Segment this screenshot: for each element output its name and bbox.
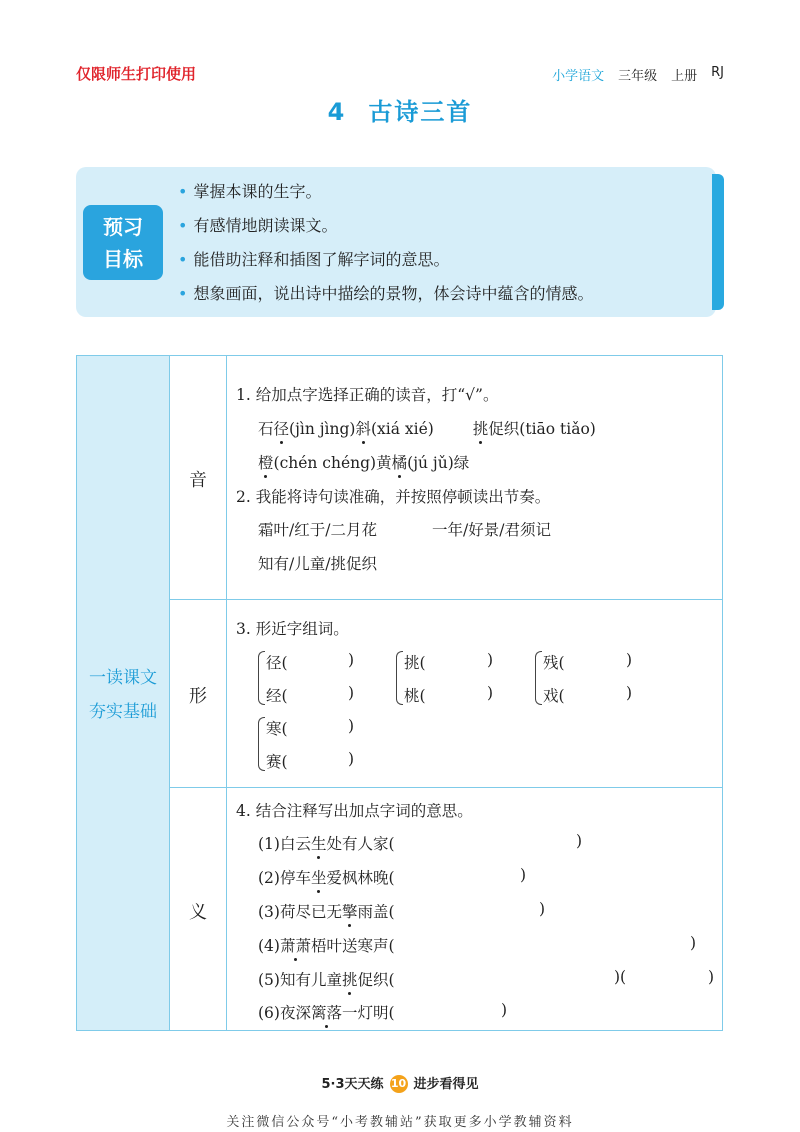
- question-3-prompt: 3. 形近字组词。: [236, 620, 349, 638]
- dotted-char: 挑: [472, 420, 489, 438]
- dotted-char: 萧萧: [279, 937, 311, 955]
- word-group-item: 赛(: [266, 753, 288, 771]
- answer-close: )(: [614, 968, 627, 986]
- series-slogan: 进步看得见: [413, 1077, 479, 1092]
- section-label-line1: 一读课文: [89, 668, 157, 688]
- poem-line: 霜叶/红于/二月花: [258, 521, 377, 539]
- print-notice: 仅限师生打印使用: [76, 65, 197, 83]
- word-group-close: ): [487, 651, 494, 669]
- answer-close: ): [708, 968, 715, 986]
- goal-list: [178, 182, 593, 318]
- word-group-item: 挑(: [404, 654, 426, 672]
- question-1-line1: 石径(jìn jìng)斜(xiá xié) 挑促织(tiāo tiǎo): [258, 420, 596, 438]
- answer-close: ): [539, 900, 546, 918]
- answer-close: ): [576, 832, 583, 850]
- badge-line1: 预习: [103, 215, 143, 239]
- word-group-item: 寒(: [266, 720, 288, 738]
- bullet-icon: •: [178, 216, 188, 235]
- word-group-item: 经(: [266, 687, 288, 705]
- dotted-char: 篱落: [310, 1004, 342, 1022]
- row-label-sound: 音: [189, 470, 207, 491]
- dotted-char: 橙: [258, 454, 274, 472]
- answer-close: ): [501, 1001, 508, 1019]
- dotted-char: 橘: [391, 454, 408, 472]
- word-group-item: 残(: [543, 654, 565, 672]
- edition-label: RJ: [711, 65, 724, 80]
- bullet-icon: •: [178, 284, 188, 303]
- word-group-close: ): [348, 750, 355, 768]
- table-divider: [226, 356, 227, 1030]
- goal-item: • 想象画面，说出诗中描绘的景物，体会诗中蕴含的情感。: [178, 284, 594, 303]
- meaning-item: (3)荷尽已无擎雨盖(: [258, 903, 395, 921]
- meaning-item: (5)知有儿童挑促织(: [258, 971, 395, 989]
- book-info: [552, 65, 724, 84]
- word-group-item: 径(: [266, 654, 288, 672]
- badge-line2: 目标: [103, 247, 143, 271]
- dotted-char: 生: [310, 835, 327, 853]
- dotted-char: 擎: [341, 903, 358, 921]
- lesson-title-text: 古诗三首: [368, 98, 473, 126]
- brace: [258, 717, 265, 771]
- preview-goals-badge: [83, 205, 163, 280]
- section-label: [77, 661, 169, 729]
- goal-item: • 有感情地朗读课文。: [178, 216, 338, 235]
- word-group-close: ): [626, 651, 633, 669]
- word-group-close: ): [626, 684, 633, 702]
- meaning-item: (2)停车坐爱枫林晚(: [258, 869, 395, 887]
- row-label-meaning: 义: [189, 902, 207, 923]
- question-1-prompt: 1. 给加点字选择正确的读音，打“√”。: [236, 386, 499, 404]
- goal-item: • 掌握本课的生字。: [178, 182, 322, 201]
- section-label-line2: 夯实基础: [89, 702, 157, 722]
- lesson-number: 4: [327, 98, 347, 126]
- series-footer: [0, 1073, 800, 1093]
- dotted-char: 斜: [355, 420, 371, 438]
- table-divider: [170, 787, 722, 788]
- word-group-item: 桃(: [404, 687, 426, 705]
- brace: [258, 651, 265, 705]
- subject-label: 小学语文: [552, 69, 605, 84]
- word-group-item: 戏(: [543, 687, 565, 705]
- word-group-close: ): [487, 684, 494, 702]
- goals-box-edge: [712, 174, 724, 310]
- lesson-title: [0, 92, 800, 127]
- dotted-char: 挑: [341, 971, 358, 989]
- row-label-shape: 形: [189, 686, 207, 707]
- word-group-close: ): [348, 651, 355, 669]
- word-group-close: ): [348, 684, 355, 702]
- brace: [396, 651, 403, 705]
- brace: [535, 651, 542, 705]
- poem-line: 知有/儿童/挑促织: [258, 555, 377, 573]
- question-2-prompt: 2. 我能将诗句读准确，并按照停顿读出节奏。: [236, 488, 551, 506]
- series-name: 5·3天天练: [321, 1077, 384, 1092]
- meaning-item: (1)白云生处有人家(: [258, 835, 395, 853]
- answer-close: ): [690, 934, 697, 952]
- dotted-char: 径: [273, 420, 290, 438]
- table-divider: [170, 599, 722, 600]
- bottom-note: 关注微信公众号“小考教辅站”获取更多小学教辅资料: [226, 1115, 574, 1130]
- page-number-badge: 10: [390, 1075, 408, 1093]
- dotted-char: 坐: [310, 869, 327, 887]
- goal-item: • 能借助注释和插图了解字词的意思。: [178, 250, 450, 269]
- question-4-prompt: 4. 结合注释写出加点字词的意思。: [236, 802, 473, 820]
- volume-label: 上册: [671, 69, 698, 84]
- grade-label: 三年级: [618, 69, 658, 84]
- bullet-icon: •: [178, 182, 188, 201]
- poem-line: 一年/好景/君须记: [432, 521, 551, 539]
- question-1-line2: 橙(chén chéng)黄橘(jú jǔ)绿: [258, 454, 470, 472]
- bullet-icon: •: [178, 250, 188, 269]
- meaning-item: (6)夜深篱落一灯明(: [258, 1004, 395, 1022]
- meaning-item: (4)萧萧梧叶送寒声(: [258, 937, 395, 955]
- answer-close: ): [520, 866, 527, 884]
- word-group-close: ): [348, 717, 355, 735]
